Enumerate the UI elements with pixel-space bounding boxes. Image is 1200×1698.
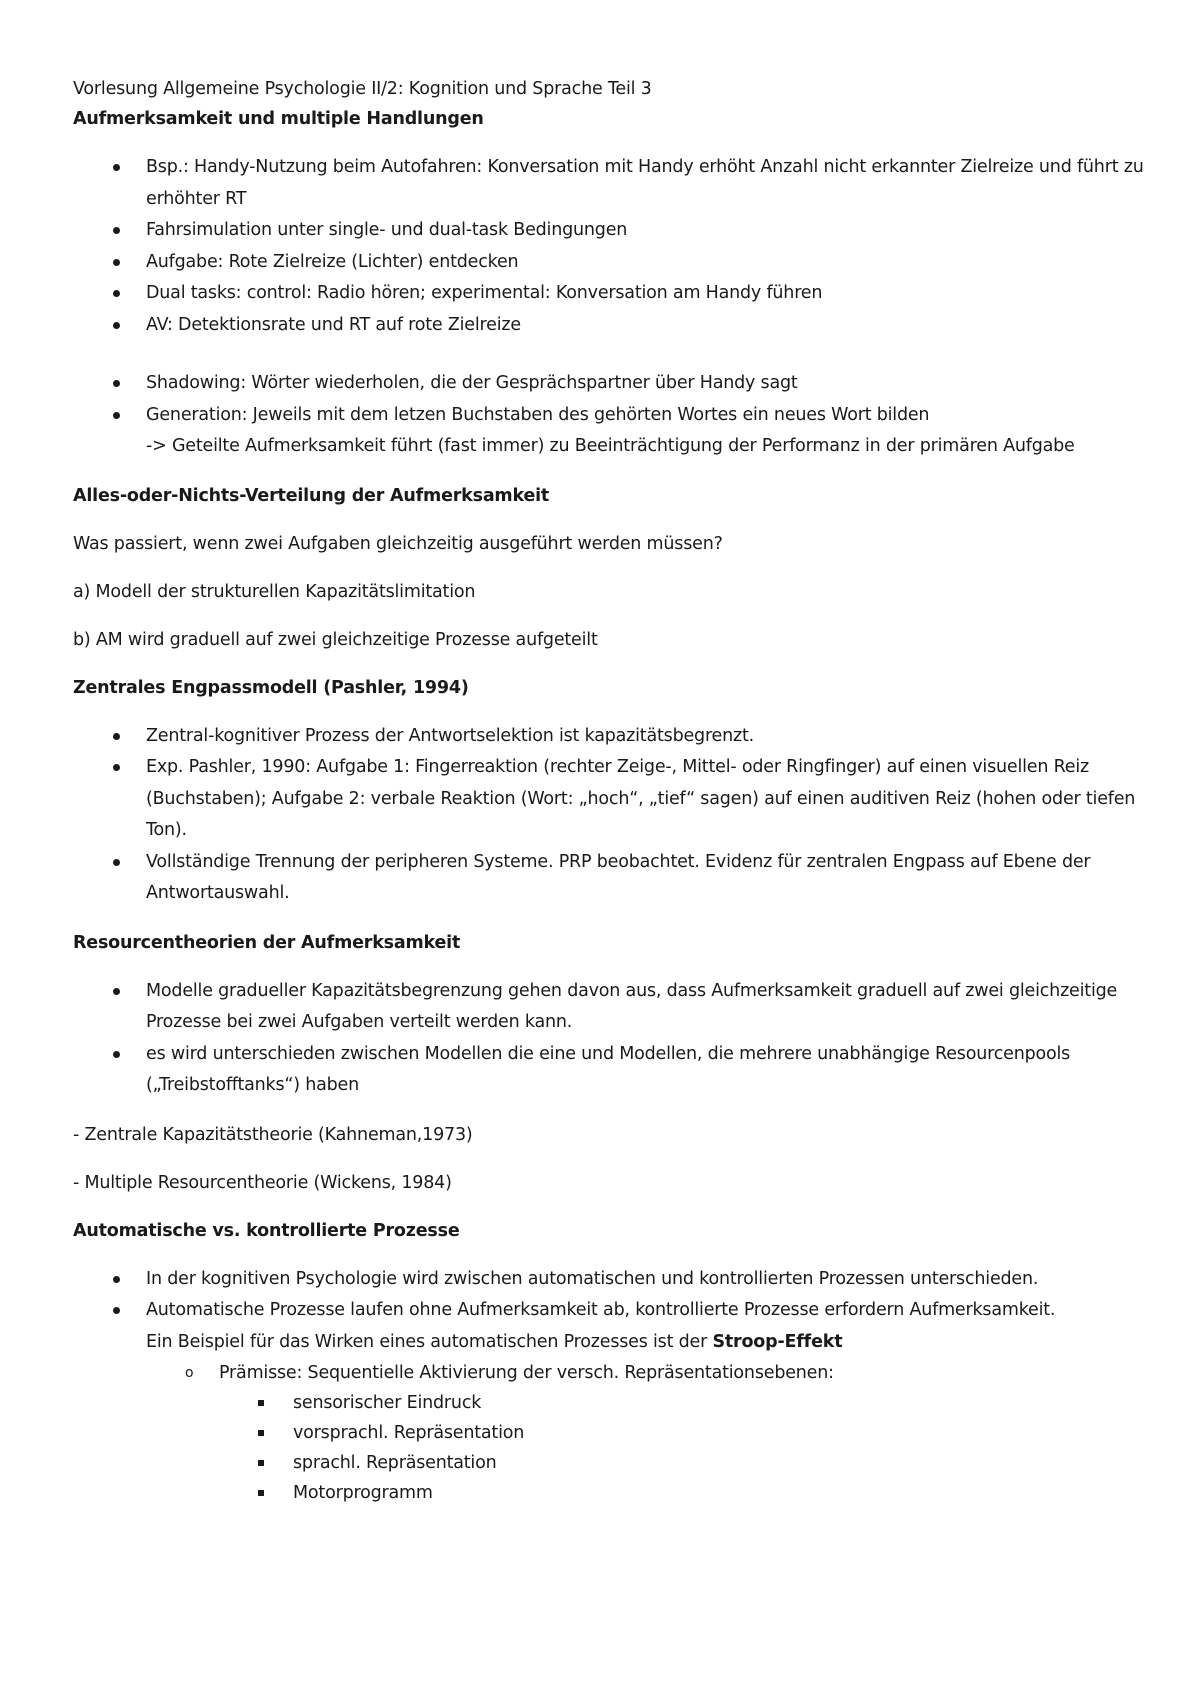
document-title: Vorlesung Allgemeine Psychologie II/2: Kognition und Sprache Teil 3 [73, 79, 652, 99]
conclusion-text: -> Geteilte Aufmerksamkeit führt (fast immer) zu Beeinträchtigung der Performanz in der primären Aufgabe [146, 436, 1075, 456]
heading-all-or-nothing: Alles-oder-Nichts-Verteilung der Aufmerksamkeit [73, 485, 550, 506]
option-b-text: b) AM wird graduell auf zwei gleichzeitige Prozesse aufgeteilt [73, 629, 598, 650]
list-item: Aufgabe: Rote Zielreize (Lichter) entdecken [73, 247, 1153, 279]
bullet-list-shadowing [73, 368, 1153, 463]
list-item: Dual tasks: control: Radio hören; experimental: Konversation am Handy führen [73, 278, 1153, 310]
heading-attention-multiple-actions: Aufmerksamkeit und multiple Handlungen [73, 109, 484, 129]
list-item-text: Automatische Prozesse laufen ohne Aufmerksamkeit ab, kontrollierte Prozesse erfordern Aufmerksamkeit. [146, 1300, 1056, 1320]
list-item: Zentral-kognitiver Prozess der Antwortselektion ist kapazitätsbegrenzt. [73, 721, 1153, 753]
sub-list-item [73, 1358, 1153, 1388]
heading-central-bottleneck: Zentrales Engpassmodell (Pashler, 1994) [73, 677, 469, 698]
list-item: es wird unterschieden zwischen Modellen die eine und Modellen, die mehrere unabhängige Resourcenpools („Treibstofftanks“) haben [73, 1039, 1153, 1102]
theory-wickens: - Multiple Resourcentheorie (Wickens, 1984) [73, 1172, 452, 1193]
list-item: AV: Detektionsrate und RT auf rote Zielreize [73, 310, 1153, 342]
bullet-list-bottleneck [73, 721, 1153, 910]
sub-list-premise [73, 1358, 1153, 1388]
heading-automatic-controlled: Automatische vs. kontrollierte Prozesse [73, 1220, 460, 1241]
list-item: Bsp.: Handy-Nutzung beim Autofahren: Konversation mit Handy erhöht Anzahl nicht erkannter Zielreize und führt zu erhöhter RT [73, 152, 1153, 215]
bullet-list-resources [73, 976, 1153, 1102]
bullet-list-phone-driving [73, 152, 1153, 341]
stroop-intro-text: Ein Beispiel für das Wirken eines automatischen Prozesses ist der [146, 1331, 708, 1352]
list-item-text-2 [146, 1327, 1153, 1359]
sub-sub-list-item: vorsprachl. Repräsentation [73, 1418, 1153, 1448]
list-item: Fahrsimulation unter single- und dual-task Bedingungen [73, 215, 1153, 247]
sub-sub-list-item: sensorischer Eindruck [73, 1388, 1153, 1418]
list-item: Modelle gradueller Kapazitätsbegrenzung gehen davon aus, dass Aufmerksamkeit graduell auf zwei gleichzeitige Prozesse bei zwei Aufgaben verteilt werden kann. [73, 976, 1153, 1039]
list-item: Shadowing: Wörter wiederholen, die der Gesprächspartner über Handy sagt [73, 368, 1153, 400]
theory-kahneman: - Zentrale Kapazitätstheorie (Kahneman,1973) [73, 1124, 473, 1145]
bullet-list-automatic [73, 1264, 1153, 1359]
list-item: In der kognitiven Psychologie wird zwischen automatischen und kontrollierten Prozessen unterschieden. [73, 1264, 1153, 1296]
document-page [73, 74, 1153, 1508]
question-text: Was passiert, wenn zwei Aufgaben gleichzeitig ausgeführt werden müssen? [73, 533, 723, 554]
list-item: Exp. Pashler, 1990: Aufgabe 1: Fingerreaktion (rechter Zeige-, Mittel- oder Ringfinger) auf einen visuellen Reiz (Buchstaben); Aufgabe 2: verbale Reaktion (Wort: „hoch“, „tief“ sagen) auf einen auditiven Reiz (hohen oder tiefen Ton). [73, 752, 1153, 847]
list-item [73, 400, 1153, 463]
stroop-effect-term: Stroop-Effekt [712, 1331, 843, 1352]
sub-sub-list-levels [73, 1388, 1153, 1508]
sub-sub-list-item: Motorprogramm [73, 1478, 1153, 1508]
premise-text: Prämisse: Sequentielle Aktivierung der versch. Repräsentationsebenen: [219, 1363, 834, 1383]
sub-sub-list-item: sprachl. Repräsentation [73, 1448, 1153, 1478]
list-item-text: Generation: Jeweils mit dem letzen Buchstaben des gehörten Wortes ein neues Wort bilden [146, 404, 930, 425]
heading-resource-theories: Resourcentheorien der Aufmerksamkeit [73, 932, 461, 953]
list-item [73, 1295, 1153, 1358]
option-a-text: a) Modell der strukturellen Kapazitätslimitation [73, 581, 476, 602]
list-item: Vollständige Trennung der peripheren Systeme. PRP beobachtet. Evidenz für zentralen Engpass auf Ebene der Antwortauswahl. [73, 847, 1153, 910]
